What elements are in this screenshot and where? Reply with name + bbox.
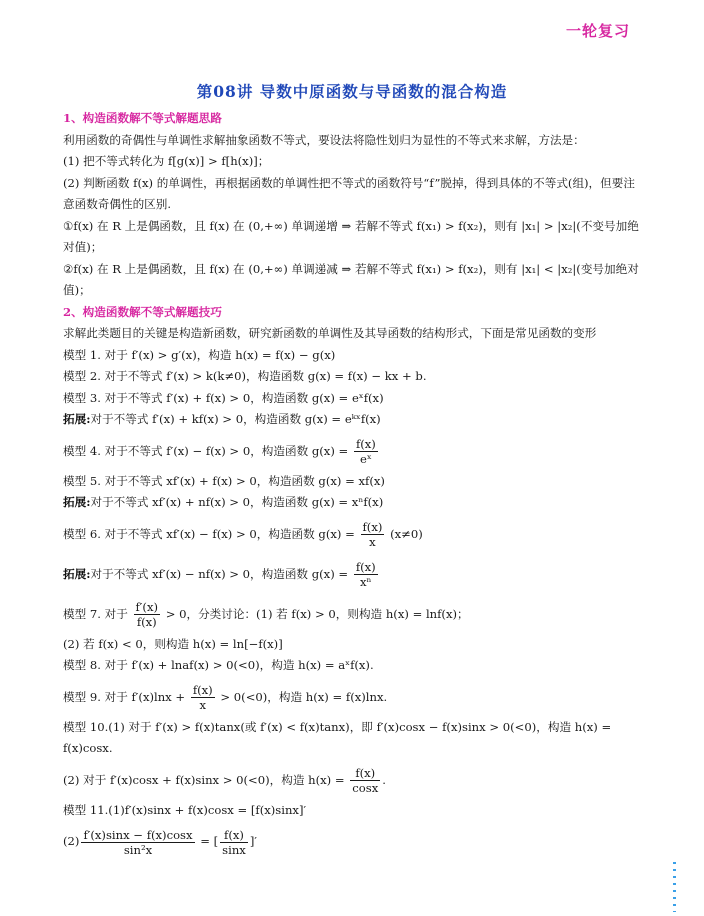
extension-3-text: 对于不等式 f′(x) + kf(x) > 0，构造函数 g(x) = eᵏˣf(x)	[90, 412, 381, 426]
fraction-denominator: cosx	[352, 781, 379, 795]
fraction-denominator: f(x)	[136, 615, 157, 629]
model-11-equals: =	[200, 834, 210, 848]
fraction-numerator: f(x)	[355, 437, 376, 451]
section1-case2: ②f(x) 在 R 上是偶函数，且 f(x) 在 (0,+∞) 单调递减 ⇒ 若解不等式 f(x₁) > f(x₂)，则有 |x₁| < |x₂|(变号加绝对值)；	[63, 261, 639, 297]
model-11-left-bracket: [	[213, 834, 219, 848]
fraction-denominator: xⁿ	[359, 575, 372, 589]
review-tag: 一轮复习	[565, 22, 630, 40]
model-4	[63, 431, 646, 471]
fraction-numerator: f′(x)sinx − f(x)cosx	[83, 827, 193, 842]
section1-step2: (2) 判断函数 f(x) 的单调性，再根据函数的单调性把不等式的函数符号“f”脱掉，得到具体的不等式(组)，但要注意函数奇偶性的区别.	[63, 175, 635, 211]
model-10-part1: 模型 10.(1) 对于 f′(x) > f(x)tanx(或 f′(x) < f(x)tanx)，即 f′(x)cosx − f(x)sinx > 0(<0)，构造 h(x) = f(x)cosx.	[63, 719, 612, 755]
model-7	[63, 594, 646, 634]
model-10-part2	[63, 760, 646, 800]
model-6-text: 模型 6. 对于不等式 xf′(x) − f(x) > 0，构造函数 g(x) =	[63, 526, 355, 541]
fraction-numerator: f(x)	[192, 683, 213, 697]
extension-3	[63, 409, 646, 431]
model-8: 模型 8. 对于 f′(x) + lnaf(x) > 0(<0)，构造 h(x) = aˣf(x).	[63, 658, 374, 672]
model-9-result: > 0(<0)，构造 h(x) = f(x)lnx.	[220, 689, 388, 704]
model-10-fraction	[350, 766, 380, 795]
extension-label: 拓展:	[63, 566, 91, 581]
extension-6	[63, 554, 646, 594]
model-6-fraction	[361, 520, 385, 549]
model-2: 模型 2. 对于不等式 f′(x) > k(k≠0)，构造函数 g(x) = f(x) − kx + b.	[63, 369, 427, 383]
fraction-numerator: f′(x)	[135, 600, 159, 614]
model-7-case2: (2) 若 f(x) < 0，则构造 h(x) = ln[−f(x)]	[63, 636, 283, 651]
model-7-fraction	[134, 600, 161, 629]
model-11-right-fraction	[220, 828, 248, 857]
fraction-numerator: f(x)	[362, 520, 383, 534]
fraction-numerator: f(x)	[350, 766, 380, 781]
extension-6-fraction	[354, 560, 378, 589]
fraction-denominator: eˣ	[360, 452, 372, 466]
model-4-fraction	[354, 437, 378, 466]
model-3: 模型 3. 对于不等式 f′(x) + f(x) > 0，构造函数 g(x) = eˣf(x)	[63, 390, 384, 405]
extension-6-text: 对于不等式 xf′(x) − nf(x) > 0，构造函数 g(x) =	[90, 566, 349, 581]
model-10-period: .	[382, 772, 386, 787]
document-body	[63, 108, 646, 861]
section1-intro: 利用函数的奇偶性与单调性求解抽象函数不等式，要设法将隐性划归为显性的不等式来求解，方法是：	[63, 132, 585, 147]
model-1: 模型 1. 对于 f′(x) > g′(x)，构造 h(x) = f(x) − g(x)	[63, 347, 336, 362]
section1-heading: 1、构造函数解不等式解题思路	[63, 111, 222, 125]
model-10-part2-text: (2) 对于 f′(x)cosx + f(x)sinx > 0(<0)，构造 h(x) =	[63, 772, 345, 787]
model-11-left-fraction	[81, 828, 194, 857]
model-9	[63, 677, 646, 717]
model-6	[63, 514, 646, 554]
model-11-label: (2)	[63, 834, 80, 848]
section2-intro: 求解此类题目的关键是构造新函数，研究新函数的单调性及其导函数的结构形式，下面是常见函数的变形	[63, 326, 597, 340]
model-9-text: 模型 9. 对于 f′(x)lnx +	[63, 689, 186, 704]
extension-label: 拓展:	[63, 495, 91, 509]
model-11-right-bracket: ]′	[249, 834, 257, 848]
fraction-denominator: x	[199, 698, 207, 712]
section1-step1: (1) 把不等式转化为 f[g(x)] > f[h(x)]；	[63, 154, 270, 168]
section1-case1: ①f(x) 在 R 上是偶函数，且 f(x) 在 (0,+∞) 单调递增 ⇒ 若解不等式 f(x₁) > f(x₂)，则有 |x₁| > |x₂|(不变号加绝对值)；	[63, 218, 639, 254]
page-edge-dots	[673, 862, 676, 912]
fraction-numerator: f(x)	[220, 828, 248, 843]
extension-5-text: 对于不等式 xf′(x) + nf(x) > 0，构造函数 g(x) = xⁿf(x)	[90, 495, 384, 509]
model-11-part1: 模型 11.(1)f′(x)sinx + f(x)cosx = [f(x)sinx]′	[63, 802, 307, 817]
model-11-part2	[63, 821, 646, 861]
model-5: 模型 5. 对于不等式 xf′(x) + f(x) > 0，构造函数 g(x) = xf(x)	[63, 473, 385, 488]
page-title: 第08讲 导数中原函数与导函数的混合构造	[196, 82, 508, 101]
extension-5	[63, 492, 646, 514]
model-6-condition: (x≠0)	[390, 526, 423, 541]
fraction-numerator: f(x)	[355, 560, 376, 574]
fraction-denominator: x	[369, 535, 376, 549]
model-7-case1: > 0，分类讨论：(1) 若 f(x) > 0，则构造 h(x) = lnf(x)；	[165, 606, 469, 621]
fraction-denominator: sinx	[222, 842, 246, 857]
model-9-fraction	[191, 683, 215, 712]
section2-heading: 2、构造函数解不等式解题技巧	[63, 304, 222, 319]
extension-label: 拓展:	[63, 412, 91, 426]
model-7-text: 模型 7. 对于	[63, 606, 128, 621]
fraction-denominator: sin²x	[123, 842, 153, 857]
model-4-text: 模型 4. 对于不等式 f′(x) − f(x) > 0，构造函数 g(x) =	[63, 443, 349, 458]
